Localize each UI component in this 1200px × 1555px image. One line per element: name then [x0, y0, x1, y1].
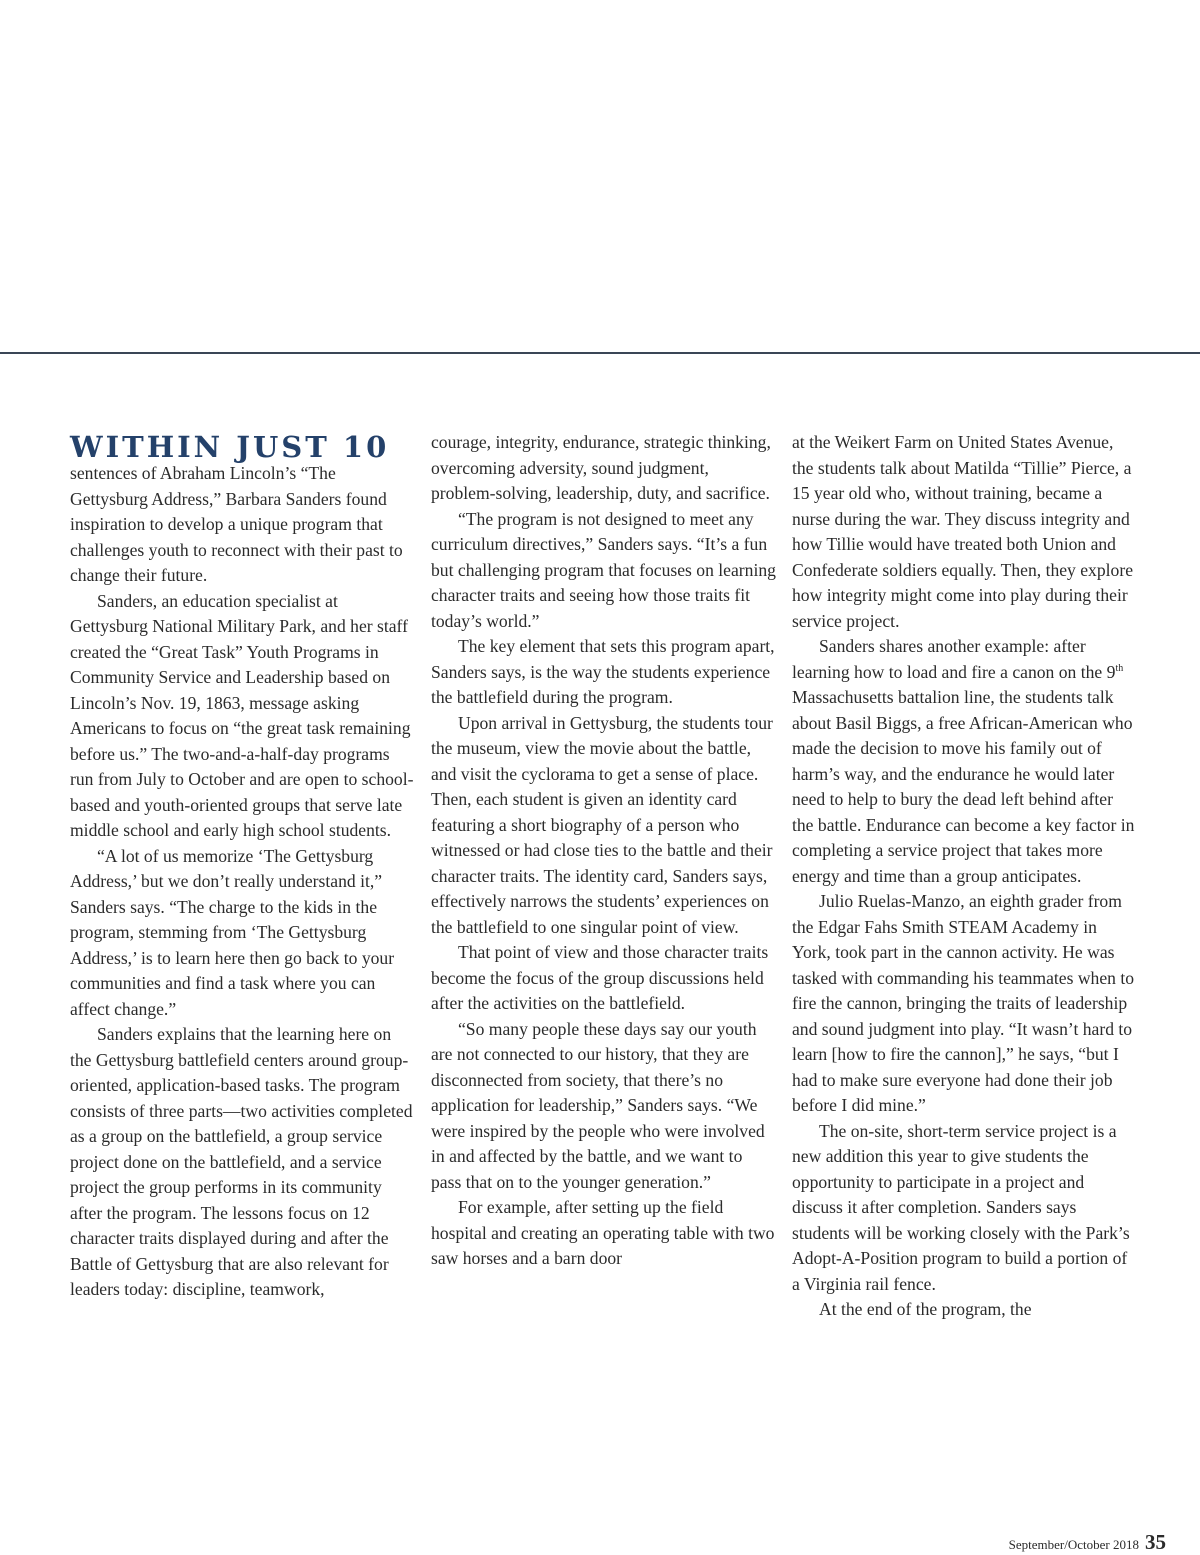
paragraph-text: Sanders shares another example: after learning how to load and fire a canon on the 9 — [792, 636, 1116, 682]
paragraph: The on-site, short-term service project is a new addition this year to give students the opportunity to participate in a project and discuss it after completion. Sanders says students will be working closely with the Park’s Adopt-A-Position program to build a portion of a Virginia rail fence. — [792, 1120, 1130, 1294]
paragraph: Upon arrival in Gettysburg, the students tour the museum, view the movie about the battle, and visit the cyclorama to get a sense of place. Then, each student is given an identity card featuring a short biography of a person who witnessed or had close ties to the battle and their character traits. The identity card, Sanders says, effectively narrows the students’ experiences on the battlefield to one singular point of view. — [431, 712, 773, 937]
issue-date: September/October 2018 — [1008, 1537, 1139, 1552]
paragraph: That point of view and those character traits become the focus of the group discussions held after the activities on the battlefield. — [431, 942, 769, 1013]
page-number: 35 — [1145, 1530, 1166, 1554]
paragraph-text: Massachusetts battalion line, the students talk about Basil Biggs, a free African-American who made the decision to move his family out of harm’s way, and the endurance he would later need to help to bury the dead left behind after the battle. Endurance can become a key factor in completing a service project that takes more energy and time than a group anticipates. — [792, 687, 1135, 886]
article-column-3 — [792, 430, 1137, 1323]
page-footer — [1009, 1530, 1166, 1555]
paragraph: at the Weikert Farm on United States Avenue, the students talk about Matilda “Tillie” Pierce, a 15 year old who, without training, became a nurse during the war. They discuss integrity and how Tillie would have treated both Union and Confederate soldiers equally. Then, they explore how integrity might come into play during their service project. — [792, 432, 1134, 631]
paragraph — [792, 634, 1137, 889]
paragraph: “So many people these days say our youth are not connected to our history, that they are disconnected from society, that there’s no application for leadership,” Sanders says. “We were inspired by the people who were involved in and affected by the battle, and we want to pass that on to the younger generation.” — [431, 1018, 765, 1192]
top-divider-rule — [0, 352, 1200, 354]
paragraph: For example, after setting up the field hospital and creating an operating table with two saw horses and a barn door — [431, 1197, 775, 1268]
paragraph: “A lot of us memorize ‘The Gettysburg Address,’ but we don’t really understand it,” Sanders says. “The charge to the kids in the program, stemming from ‘The Gettysburg Address,’ is to learn here then go back to your communities and find a task where you can affect change.” — [70, 845, 395, 1019]
paragraph: The key element that sets this program apart, Sanders says, is the way the students experience the battlefield during the program. — [431, 636, 775, 707]
paragraph: Sanders, an education specialist at Gettysburg National Military Park, and her staff created the “Great Task” Youth Programs in Community Service and Leadership based on Lincoln’s Nov. 19, 1863, message asking Americans to focus on “the great task remaining before us.” The two-and-a-half-day programs run from July to October and are open to school-based and youth-oriented groups that serve late middle school and early high school students. — [70, 590, 414, 840]
paragraph: courage, integrity, endurance, strategic thinking, overcoming adversity, sound judgment, problem-solving, leadership, duty, and sacrifice. — [431, 432, 771, 503]
article-column-1 — [70, 430, 415, 1303]
paragraph: Sanders explains that the learning here on the Gettysburg battlefield centers around group-oriented, application-based tasks. The program consists of three parts—two activities completed as a group on the battlefield, a group service project done on the battlefield, and a service project the group performs in its community after the program. The lessons focus on 12 character traits displayed during and after the Battle of Gettysburg that are also relevant for leaders today: discipline, teamwork, — [70, 1024, 413, 1299]
paragraph: At the end of the program, the — [819, 1299, 1032, 1319]
ordinal-superscript: th — [1115, 662, 1124, 674]
article-column-2 — [431, 430, 776, 1272]
paragraph: “The program is not designed to meet any curriculum directives,” Sanders says. “It’s a fun but challenging program that focuses on learning character traits and seeing how those traits fit today’s world.” — [431, 508, 776, 631]
lead-in-heading: WITHIN JUST 10 — [70, 430, 390, 464]
paragraph: Julio Ruelas-Manzo, an eighth grader from the Edgar Fahs Smith STEAM Academy in York, took part in the cannon activity. He was tasked with commanding his teammates when to fire the cannon, bringing the traits of leadership and sound judgment into play. “It wasn’t hard to learn [how to fire the cannon],” he says, “but I had to make sure everyone had done their job before I did mine.” — [792, 891, 1135, 1115]
paragraph: sentences of Abraham Lincoln’s “The Gettysburg Address,” Barbara Sanders found inspiration to develop a unique program that challenges youth to reconnect with their past to change their future. — [70, 463, 403, 585]
